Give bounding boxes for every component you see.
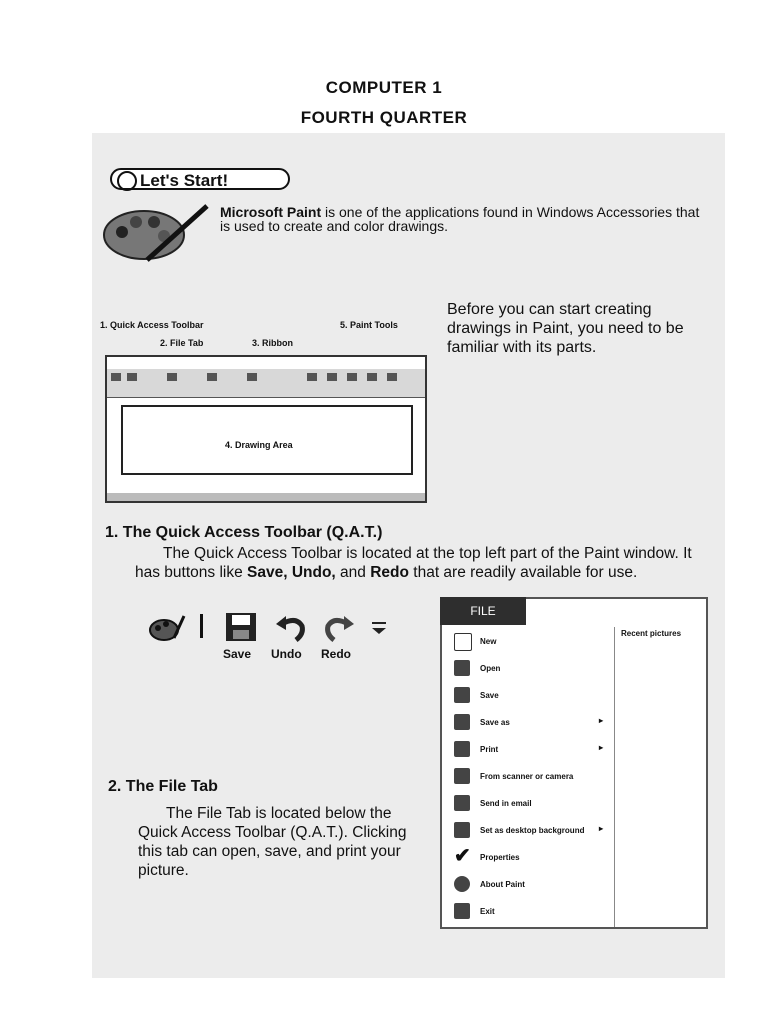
paint-window-screenshot xyxy=(105,355,427,503)
callout-ribbon: 3. Ribbon xyxy=(252,338,293,348)
page-title: COMPUTER 1 xyxy=(325,78,443,97)
section1-body-e: that are readily available for use. xyxy=(408,564,638,581)
chevron-right-icon: ▸ xyxy=(599,824,604,833)
file-tab[interactable]: FILE xyxy=(440,597,526,625)
intro-bold: Microsoft Paint xyxy=(220,204,322,220)
menu-item-label: Save as xyxy=(480,718,510,727)
callout-paint-tools: 5. Paint Tools xyxy=(340,320,398,330)
section1-body-c: and xyxy=(335,564,371,581)
checkmark-icon: ✔ xyxy=(454,845,471,867)
print-icon xyxy=(454,741,470,757)
menu-item-label: Exit xyxy=(480,907,495,916)
menu-item-print[interactable] xyxy=(444,737,612,763)
menu-item-label: Send in email xyxy=(480,799,532,808)
redo-label: Redo xyxy=(321,647,351,661)
menu-item-save-as[interactable] xyxy=(444,710,612,736)
swirl-icon xyxy=(117,171,137,191)
menu-item-label: Set as desktop background xyxy=(480,826,585,835)
lets-start-banner xyxy=(110,168,290,190)
menu-item-label: New xyxy=(480,637,497,646)
section1-body-d: Redo xyxy=(370,564,409,581)
callout-drawing-area: 4. Drawing Area xyxy=(225,440,293,450)
chevron-right-icon: ▸ xyxy=(599,743,604,752)
page-subtitle: FOURTH QUARTER xyxy=(300,108,468,127)
section2-body: The File Tab is located below the Quick Access Toolbar (Q.A.T.). Clicking this tab can open, save, and print your picture. xyxy=(138,805,407,879)
menu-item-new[interactable] xyxy=(444,629,612,655)
save-icon[interactable] xyxy=(224,612,258,642)
customize-toolbar-icon[interactable] xyxy=(370,612,388,642)
email-icon xyxy=(454,795,470,811)
menu-item-properties[interactable] xyxy=(444,845,612,871)
menu-item-save[interactable] xyxy=(444,683,612,709)
info-icon xyxy=(454,876,470,892)
chevron-right-icon: ▸ xyxy=(599,716,604,725)
file-menu-list xyxy=(444,627,612,927)
section1-body-a: The Quick Access Toolbar is located at the top left part of the Paint window. It has buttons like xyxy=(135,545,692,581)
status-bar xyxy=(107,493,425,501)
ribbon xyxy=(107,369,425,398)
intro-paragraph xyxy=(220,205,700,233)
recent-pictures-panel xyxy=(614,627,707,927)
menu-item-label: Properties xyxy=(480,853,520,862)
scanner-icon xyxy=(454,768,470,784)
callout-qat: 1. Quick Access Toolbar xyxy=(100,320,204,330)
palette-icon xyxy=(102,202,212,264)
callout-file-tab: 2. File Tab xyxy=(160,338,204,348)
exit-icon xyxy=(454,903,470,919)
menu-item-from-scanner[interactable] xyxy=(444,764,612,790)
save-icon xyxy=(454,687,470,703)
section1-heading: 1. The Quick Access Toolbar (Q.A.T.) xyxy=(105,524,383,541)
menu-item-desktop-background[interactable] xyxy=(444,818,612,844)
undo-label: Undo xyxy=(271,647,302,661)
redo-icon[interactable] xyxy=(322,612,356,642)
menu-item-exit[interactable] xyxy=(444,899,612,925)
file-menu-screenshot xyxy=(440,597,708,929)
paint-app-icon xyxy=(148,612,188,642)
menu-item-about-paint[interactable] xyxy=(444,872,612,898)
save-as-icon xyxy=(454,714,470,730)
aside-text: Before you can start creating drawings in Paint, you need to be familiar with its parts. xyxy=(447,301,684,356)
recent-pictures-label: Recent pictures xyxy=(621,629,682,638)
menu-item-label: Print xyxy=(480,745,499,754)
menu-item-send-email[interactable] xyxy=(444,791,612,817)
menu-item-label: About Paint xyxy=(480,880,525,889)
intro-text: is one of the applications found in Windows Accessories that is used to create and color drawings. xyxy=(220,204,700,234)
menu-item-open[interactable] xyxy=(444,656,612,682)
menu-item-label: From scanner or camera xyxy=(480,772,574,781)
open-icon xyxy=(454,660,470,676)
save-label: Save xyxy=(223,647,252,661)
section1-body xyxy=(135,544,705,582)
menu-item-label: Open xyxy=(480,664,501,673)
new-icon xyxy=(454,633,472,651)
section1-body-b: Save, Undo, xyxy=(247,564,336,581)
section2-heading: 2. The File Tab xyxy=(108,778,218,795)
menu-item-label: Save xyxy=(480,691,499,700)
undo-icon[interactable] xyxy=(274,612,308,642)
desktop-icon xyxy=(454,822,470,838)
banner-label: Let's Start! xyxy=(140,171,229,190)
toolbar-divider xyxy=(200,614,203,638)
